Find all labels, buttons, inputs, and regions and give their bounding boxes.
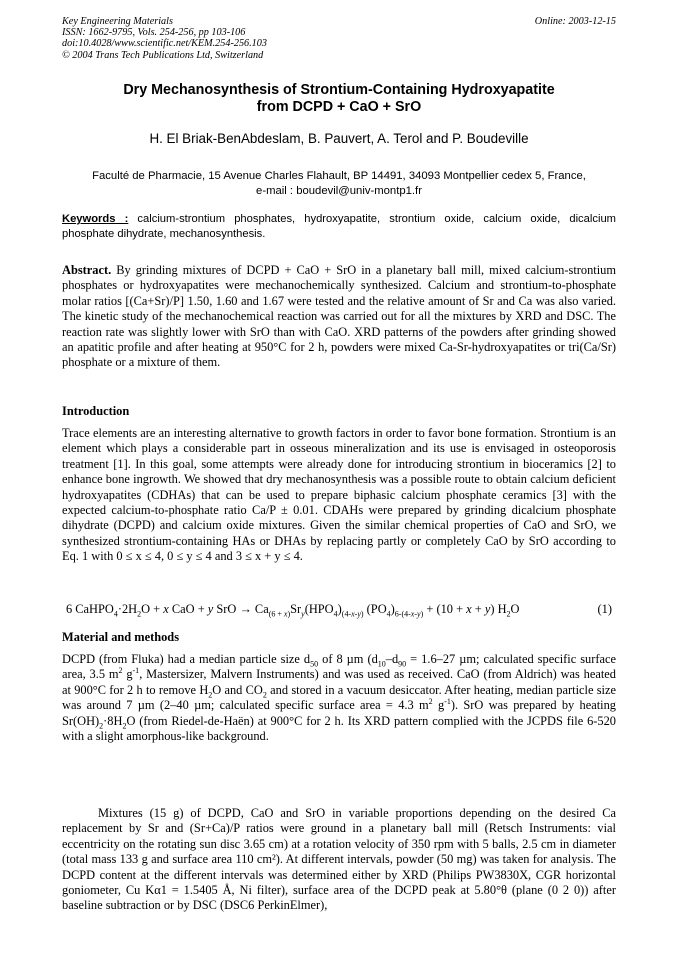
abstract-label: Abstract.: [62, 263, 112, 277]
title-line-1: Dry Mechanosynthesis of Strontium-Containing Hydroxyapatite: [123, 82, 555, 98]
journal-header: [62, 16, 616, 61]
journal-doi[interactable]: doi:10.4028/www.scientific.net/KEM.254-256.103: [62, 38, 267, 50]
affiliation-email[interactable]: e-mail : boudevil@univ-montp1.fr: [256, 185, 422, 197]
introduction-body: Trace elements are an interesting alternative to growth factors in order to favor bone formation. Strontium is an element which plays a considerable part in osseous mineralization and its use is envisaged in osteoporosis treatment [1]. In this goal, some attempts were already done for introducing strontium in bioceramics [2] to enhance bone ingrowth. We showed that dry mechanosynthesis was a possible route to obtain calcium deficient hydroxyapatites (CDHAs) that can be used to prepare biphasic calcium phosphate ceramics [3] with the expected calcium-to-phosphate ratio Ca/P ± 0.01. CDAHs were prepared by grinding dicalcium phosphate dihydrate (DCPD) and calcium oxide mixtures. Given the similar chemical properties of CaO and SrO, we synthesized strontium-containing HAs or DHAs by replacing partly or completely CaO by SrO according to Eq. 1 with: [62, 426, 616, 564]
methods-heading: Material and methods: [62, 630, 180, 644]
paper-title: [62, 82, 616, 116]
methods-paragraph-2: Mixtures (15 g) of DCPD, CaO and SrO in variable proportions depending on the desired Ca replacement by Sr and (Sr+Ca)/P ratios were ground in a planetary ball mill (Retsch Instruments: vial eccentricity on the rotating sun disc 3.65 cm) at a rotation velocity of 350 rpm with 5 balls, 2.5 cm in diameter (total mass 133 g and surface area 110 cm²). At different intervals, powder (50 mg) was taken for analysis. The DCPD content at the different intervals was determined either by XRD (Philips PW3830X, CGR horizontal goniometer, Cu Kα1 = 1.5405 Å, Ni filter), surface area of the DCPD peak at 5.80°θ (plane (0 2 0)) after baseline subtraction or by DSC (DSC6 PerkinElmer),: [62, 806, 616, 913]
journal-name: Key Engineering Materials: [62, 16, 173, 27]
online-date: Online: 2003-12-15: [534, 16, 616, 27]
abstract-text: By grinding mixtures of DCPD + CaO + SrO in a planetary ball mill, mixed calcium-strontium phosphates or hydroxyapatites were mechanochemically synthesized. Calcium and strontium-to-phosphate molar ratios [(Ca+Sr)/P] 1.50, 1.60 and 1.67 were tested and the relative amount of Sr and Ca was also varied. The kinetic study of the mechanochemical reaction was carried out for all the mixtures by XRD and DSC. The reaction rate was slightly lower with SrO than with CaO. XRD patterns of the powders after grinding showed an apatitic profile and after heating at 950°C for 2 h, powders were mixed Ca-Sr-hydroxyapatites or tri(Ca/Sr) phosphate or a mixture of them.: [62, 263, 616, 370]
equation-1: 6 $CaHPO_4\cdot 2H_2O + x$ CaO + y SrO → $Ca_{(6 + x)}Sr_y(HPO_4)_{(4-x-y)}$ $(PO_4)_{6-(4-x-y)} + (10 + x + y)$ $H_2O$ (1): [66, 602, 612, 619]
journal-issn: ISSN: 1662-9795, Vols. 254-256, pp 103-106: [62, 27, 246, 39]
equation-number: (1): [597, 602, 612, 616]
keywords-label: Keywords :: [62, 213, 129, 225]
affiliation-address: Faculté de Pharmacie, 15 Avenue Charles Flahault, BP 14491, 34093 Montpellier cedex 5, France,: [92, 170, 586, 182]
affiliation: [62, 169, 616, 199]
author-list: H. El Briak-BenAbdeslam, B. Pauvert, A. Terol and P. Boudeville: [149, 131, 529, 146]
introduction-heading: Introduction: [62, 404, 130, 418]
methods-paragraph-1: DCPD (from Fluka) had a median particle size $d_{50}$ of 8 µm ($d_{10}-d_{90} = 1.6-27$ µm; calculated specific surface area, 3.5 $m^2$ $g^{-1}$, Mastersizer, Malvern Instruments) and was used as received. CaO (from Aldrich) was heated at 900°C for 2 h to remove $H_2O$ and $CO_2$ and stored in a vacuum desiccator. After heating, median particle size was around 7 µm (2–40 µm; calculated specific surface area = 4.3 $m^2$ $g^{-1}$). SrO was prepared by heating $Sr(OH)_2\cdot 8H_2O$ (from Riedel-de-Haën) at 900°C for 2 h. Its XRD pattern complied with the JCPDS file 6-520 with a slight amorphous-like background.: [62, 652, 617, 744]
keywords-block: [62, 212, 616, 242]
introduction-text: [62, 426, 616, 565]
journal-copyright: © 2004 Trans Tech Publications Ltd, Switzerland: [62, 49, 264, 61]
keywords-text: calcium-strontium phosphates, hydroxyapatite, strontium oxide, calcium oxide, dicalcium phosphate dihydrate, mechanosynthesis.: [62, 213, 616, 240]
abstract-block: [62, 263, 616, 371]
title-line-2: from DCPD + CaO + SrO: [256, 99, 422, 115]
introduction-condition: 0 ≤ x ≤ 4, 0 ≤ y ≤ 4 and 3 ≤ x + y ≤ 4.: [116, 549, 303, 564]
